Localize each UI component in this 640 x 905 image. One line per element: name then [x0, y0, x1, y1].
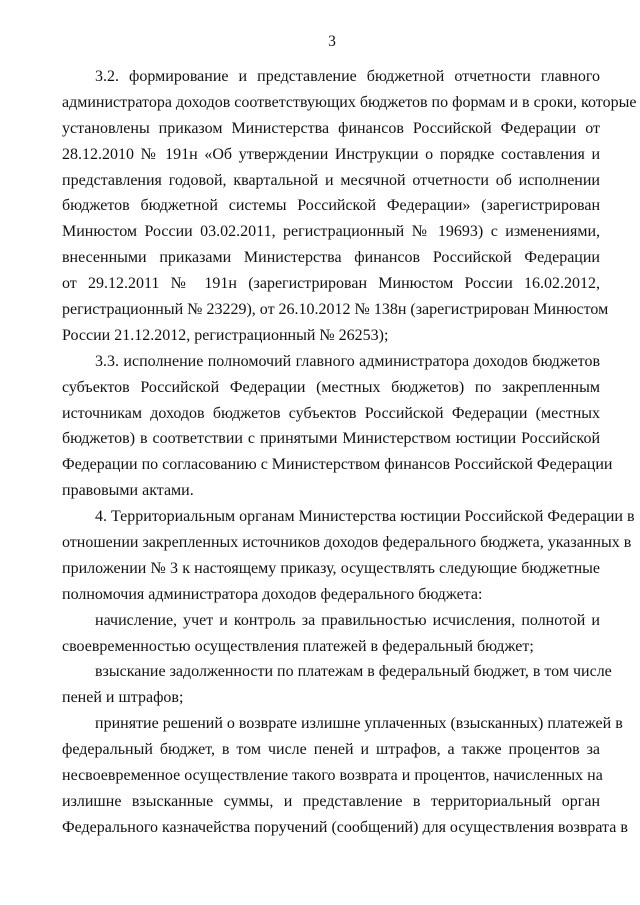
text-line: представления годовой, квартальной и месячной отчетности об исполнении — [62, 171, 600, 189]
text-line: бюджетов бюджетной системы Российской Федерации» (зарегистрирован — [62, 197, 600, 215]
text-line: правовыми актами. — [62, 482, 194, 500]
text-line: источникам доходов бюджетов субъектов Российской Федерации (местных — [62, 404, 600, 422]
paragraph — [62, 711, 628, 840]
text-line: внесенными приказами Министерства финансов Российской Федерации — [62, 249, 600, 267]
paragraph — [62, 504, 635, 608]
text-line: администратора доходов соответствующих бюджетов по формам и в сроки, которые — [62, 93, 637, 111]
page-number: 3 — [328, 33, 336, 50]
paragraph — [62, 64, 637, 349]
text-line: регистрационный № 23229), от 26.10.2012 № 138н (зарегистрирован Минюстом — [62, 301, 609, 319]
text-line: России 21.12.2012, регистрационный № 26253); — [62, 326, 389, 344]
document-body — [62, 64, 637, 841]
text-line: субъектов Российской Федерации (местных бюджетов) по закрепленным — [62, 378, 600, 396]
text-line: бюджетов) в соответствии с принятыми Министерством юстиции Российской — [62, 430, 600, 448]
text-line: от 29.12.2011 № 191н (зарегистрирован Минюстом России 16.02.2012, — [62, 275, 600, 293]
text-line: 28.12.2010 № 191н «Об утверждении Инструкции о порядке составления и — [62, 145, 600, 163]
text-line: Минюстом России 03.02.2011, регистрационный № 19693) с изменениями, — [62, 223, 600, 241]
text-line: излишне взысканные суммы, и представление в территориальный орган — [62, 792, 600, 810]
text-line: Федерации по согласованию с Министерством финансов Российской Федерации — [62, 456, 613, 474]
text-line: пеней и штрафов; — [62, 689, 184, 707]
text-line: взыскание задолженности по платежам в федеральный бюджет, в том числе — [95, 663, 612, 681]
paragraph — [62, 659, 612, 711]
paragraph — [62, 608, 600, 660]
text-line: приложении № 3 к настоящему приказу, осуществлять следующие бюджетные — [62, 559, 600, 577]
text-line: 3.3. исполнение полномочий главного администратора доходов бюджетов — [95, 352, 600, 370]
text-line: 3.2. формирование и представление бюджетной отчетности главного — [95, 68, 600, 85]
text-line: своевременностью осуществления платежей в федеральный бюджет; — [62, 637, 534, 655]
text-line: полномочия администратора доходов федерального бюджета: — [62, 585, 483, 603]
text-line: Федерального казначейства поручений (сообщений) для осуществления возврата в — [62, 818, 628, 836]
text-line: начисление, учет и контроль за правильностью исчисления, полнотой и — [95, 611, 600, 629]
text-line: 4. Территориальным органам Министерства юстиции Российской Федерации в — [95, 508, 635, 526]
paragraph — [62, 349, 613, 504]
text-line: несвоевременное осуществление такого возврата и процентов, начисленных на — [62, 767, 603, 785]
text-line: установлены приказом Министерства финансов Российской Федерации от — [62, 119, 600, 137]
text-line: принятие решений о возврате излишне уплаченных (взысканных) платежей в — [95, 715, 623, 733]
text-line: отношении закрепленных источников доходов федерального бюджета, указанных в — [62, 534, 632, 552]
text-line: федеральный бюджет, в том числе пеней и штрафов, а также процентов за — [62, 741, 600, 759]
